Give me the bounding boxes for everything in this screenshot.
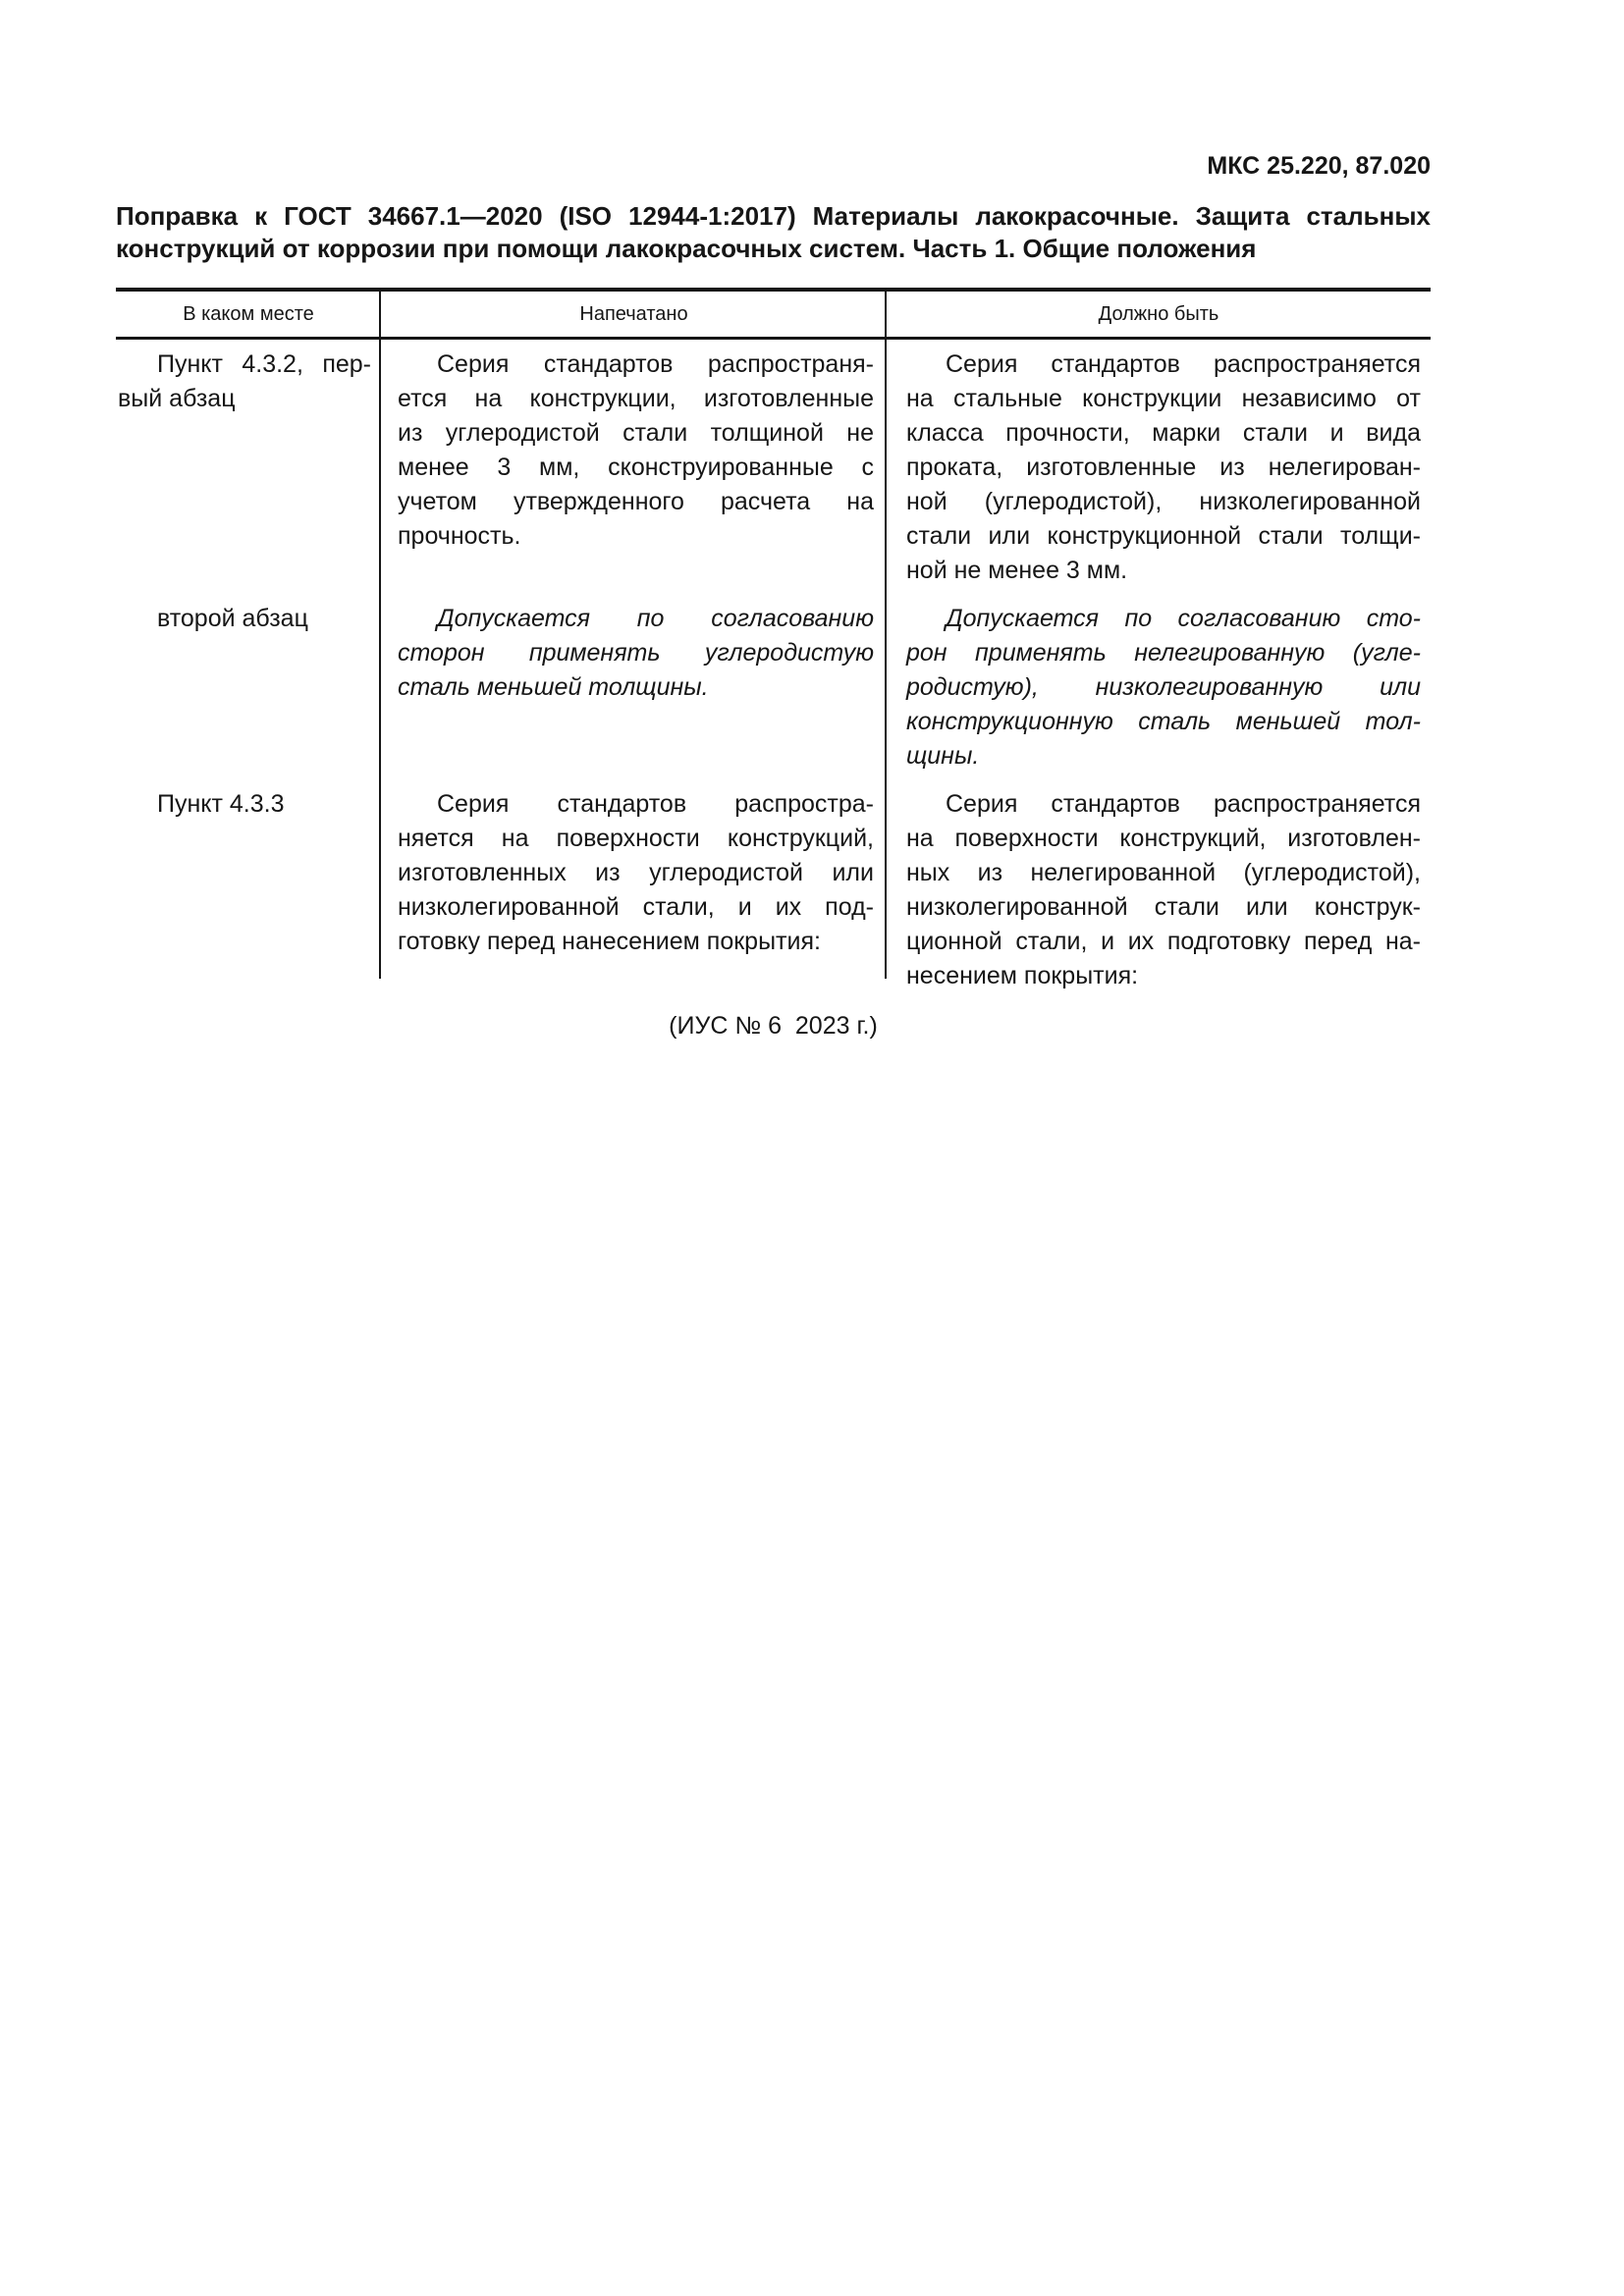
text-line: низколегированной стали, и их под- bbox=[398, 893, 874, 921]
cell-should bbox=[887, 787, 1431, 993]
cell-place bbox=[116, 347, 381, 416]
text-line: няется на поверхности конструкций, bbox=[398, 825, 874, 852]
text-line: Серия стандартов распространя- bbox=[437, 350, 874, 378]
text-line: класса прочности, марки стали и вида bbox=[906, 419, 1421, 447]
table-row bbox=[116, 602, 1431, 774]
text-line: щины. bbox=[906, 742, 980, 770]
cell-place bbox=[116, 602, 381, 636]
text-line: конструкционную сталь меньшей тол- bbox=[906, 708, 1421, 735]
cell-place bbox=[116, 787, 381, 822]
table-row bbox=[116, 347, 1431, 588]
text-line: менее 3 мм, сконструированные с bbox=[398, 454, 874, 481]
text-line: рон применять нелегированную (угле- bbox=[906, 639, 1421, 667]
text-line: стали или конструкционной стали толщи- bbox=[906, 522, 1421, 550]
text-line: родистую), низколегированную или bbox=[906, 673, 1421, 701]
text-line: из углеродистой стали толщиной не bbox=[398, 419, 874, 447]
text-line: Поправка к ГОСТ 34667.1—2020 (ISO 12944-1:2017) Материалы лакокрасочные. Защита стальных bbox=[116, 201, 1431, 231]
table-row bbox=[116, 787, 1431, 993]
table-header-row bbox=[116, 292, 1431, 337]
header-place: В каком месте bbox=[183, 302, 314, 325]
cell-printed bbox=[381, 602, 887, 705]
text-line: Серия стандартов распространяется bbox=[946, 790, 1421, 818]
corrections-table bbox=[116, 288, 1431, 989]
text-line: несением покрытия: bbox=[906, 962, 1139, 989]
table-body bbox=[116, 340, 1431, 993]
cell-printed bbox=[381, 347, 887, 554]
text-line: ных из нелегированной (углеродистой), bbox=[906, 859, 1421, 886]
text-line: второй абзац bbox=[157, 605, 308, 632]
text-line: Допускается по согласованию сто- bbox=[946, 605, 1421, 632]
text-line: Серия стандартов распространяется bbox=[946, 350, 1421, 378]
text-line: Пункт 4.3.3 bbox=[157, 790, 285, 818]
text-line: Пункт 4.3.2, пер- bbox=[157, 350, 371, 378]
header-printed: Напечатано bbox=[579, 302, 688, 325]
text-line: ной не менее 3 мм. bbox=[906, 557, 1128, 584]
cell-should bbox=[887, 602, 1431, 774]
text-line: на поверхности конструкций, изготовлен- bbox=[906, 825, 1421, 852]
document-title bbox=[116, 200, 1431, 265]
text-line: проката, изготовленные из нелегирован- bbox=[906, 454, 1421, 481]
text-line: вый абзац bbox=[118, 385, 236, 412]
text-line: готовку перед нанесением покрытия: bbox=[398, 928, 821, 955]
cell-should bbox=[887, 347, 1431, 588]
text-line: ной (углеродистой), низколегированной bbox=[906, 488, 1421, 515]
text-line: низколегированной стали или конструк- bbox=[906, 893, 1421, 921]
issue-note: (ИУС № 6 2023 г.) bbox=[669, 1012, 878, 1040]
text-line: сторон применять углеродистую bbox=[398, 639, 874, 667]
text-line: ционной стали, и их подготовку перед на- bbox=[906, 928, 1421, 955]
text-line: Серия стандартов распростра- bbox=[437, 790, 874, 818]
text-line: сталь меньшей толщины. bbox=[398, 673, 709, 701]
text-line: Допускается по согласованию bbox=[437, 605, 874, 632]
text-line: ется на конструкции, изготовленные bbox=[398, 385, 874, 412]
standard-code: МКС 25.220, 87.020 bbox=[1207, 152, 1431, 180]
text-line: на стальные конструкции независимо от bbox=[906, 385, 1421, 412]
text-line: изготовленных из углеродистой или bbox=[398, 859, 874, 886]
header-should-be: Должно быть bbox=[1098, 302, 1219, 325]
cell-printed bbox=[381, 787, 887, 959]
text-line: конструкций от коррозии при помощи лакокрасочных систем. Часть 1. Общие положения bbox=[116, 234, 1257, 263]
text-line: прочность. bbox=[398, 522, 521, 550]
text-line: учетом утвержденного расчета на bbox=[398, 488, 874, 515]
